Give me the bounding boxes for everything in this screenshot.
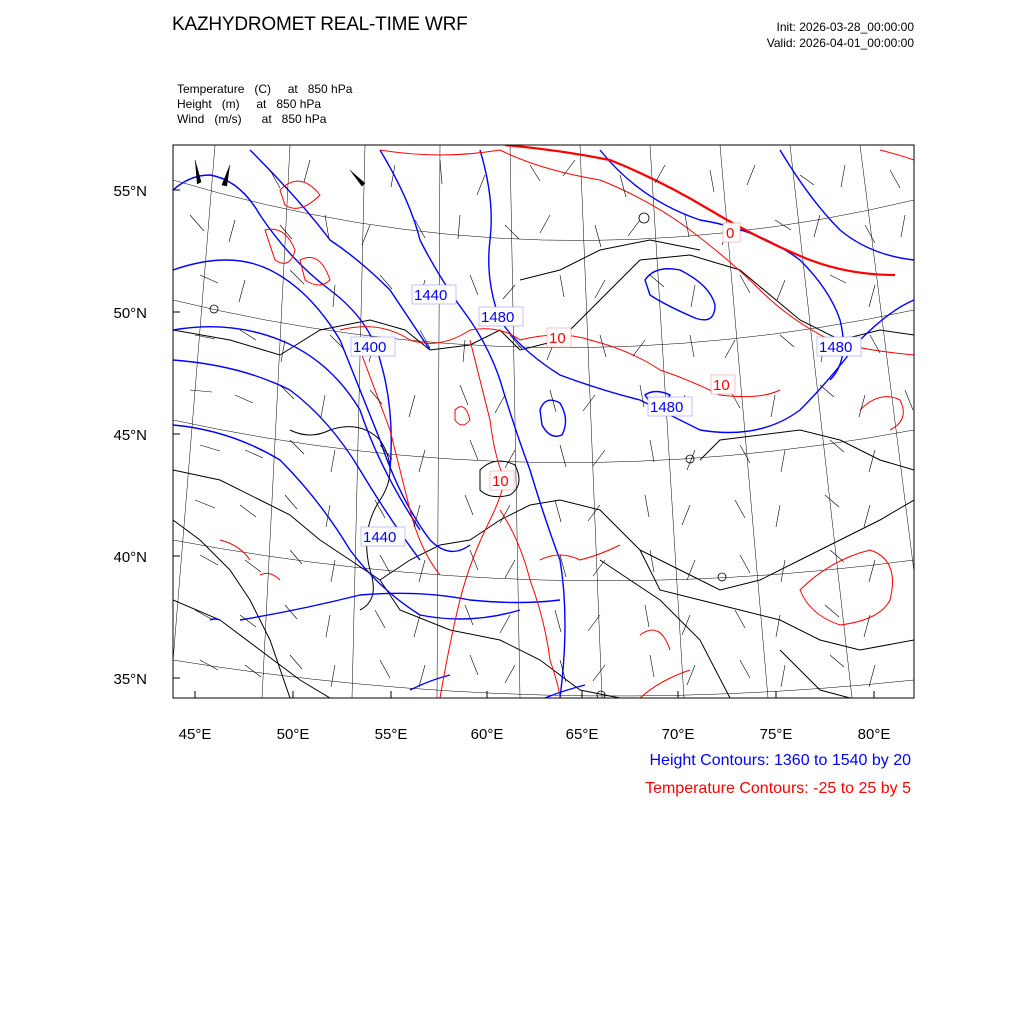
temperature-label: 10 bbox=[549, 330, 566, 347]
lon-label: 55°E bbox=[374, 726, 408, 743]
temperature-label: 10 bbox=[492, 473, 509, 490]
valid-time: Valid: 2026-04-01_00:00:00 bbox=[766, 36, 914, 50]
country-borders bbox=[173, 240, 914, 698]
init-time: Init: 2026-03-28_00:00:00 bbox=[776, 20, 914, 34]
height-label: 1440 bbox=[363, 529, 397, 546]
lon-label: 75°E bbox=[759, 726, 793, 743]
graticule bbox=[170, 145, 930, 698]
temperature-label: 10 bbox=[713, 377, 730, 394]
height-label: 1480 bbox=[481, 309, 515, 326]
map-frame bbox=[173, 145, 914, 698]
height-legend: Height Contours: 1360 to 1540 by 20 bbox=[649, 752, 911, 769]
axis-ticks bbox=[173, 190, 874, 698]
height-label: 1400 bbox=[353, 339, 387, 356]
height-contours bbox=[173, 150, 914, 698]
lon-label: 60°E bbox=[470, 726, 504, 743]
field-height: Height (m) at 850 hPa bbox=[177, 97, 322, 111]
lon-label: 50°E bbox=[276, 726, 310, 743]
field-wind: Wind (m/s) at 850 hPa bbox=[177, 112, 327, 126]
zero-isotherm bbox=[505, 145, 895, 275]
field-temperature: Temperature (C) at 850 hPa bbox=[177, 82, 353, 96]
lat-label: 45°N bbox=[113, 427, 147, 444]
lat-label: 35°N bbox=[113, 671, 147, 688]
height-contour-labels bbox=[351, 285, 861, 546]
temperature-contour-labels bbox=[490, 223, 740, 490]
map-plot-area bbox=[170, 145, 930, 699]
height-label: 1480 bbox=[650, 399, 684, 416]
lat-labels bbox=[113, 183, 147, 688]
lon-label: 45°E bbox=[178, 726, 212, 743]
lat-label: 55°N bbox=[113, 183, 147, 200]
lon-label: 65°E bbox=[565, 726, 599, 743]
temperature-legend: Temperature Contours: -25 to 25 by 5 bbox=[645, 780, 911, 797]
lon-labels bbox=[179, 726, 891, 743]
height-label: 1480 bbox=[819, 339, 853, 356]
height-label: 1440 bbox=[414, 287, 448, 304]
lat-label: 50°N bbox=[113, 305, 147, 322]
lon-label: 80°E bbox=[857, 726, 891, 743]
lon-label: 70°E bbox=[661, 726, 695, 743]
temperature-label: 0 bbox=[726, 225, 735, 242]
wind-barbs bbox=[190, 160, 913, 687]
map-title: KAZHYDROMET REAL-TIME WRF bbox=[172, 14, 468, 35]
lat-label: 40°N bbox=[113, 549, 147, 566]
